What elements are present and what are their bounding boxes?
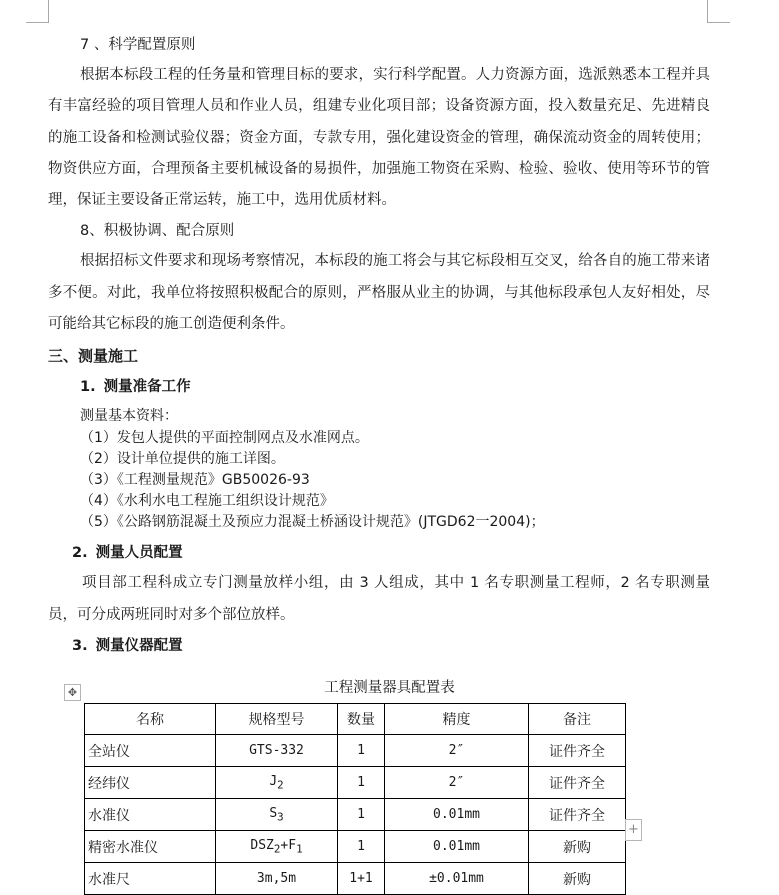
table-row (85, 831, 626, 863)
table-cell-note: 证件齐全 (529, 735, 626, 767)
section-7-paragraph: 根据本标段工程的任务量和管理目标的要求，实行科学配置。人力资源方面，选派熟悉本工程并具有丰富经验的项目管理人员和作业人员，组建专业化项目部；设备资源方面，投入数量充足、先进精良的施工设备和检测试验仪器；资金方面，专款专用，强化建设资金的管理，确保流动资金的周转使用；物资供应方面，合理预备主要机械设备的易损件，加强施工物资在采购、检验、验收、使用等环节的管理，保证主要设备正常运转，施工中，选用优质材料。 (48, 67, 710, 209)
table-cell-qty: 1 (338, 799, 385, 831)
subsection-1-heading (48, 372, 710, 402)
subsection-2-number: 2. (72, 545, 88, 562)
table-cell-precision: 2″ (385, 767, 529, 799)
table-cell-note: 新购 (529, 831, 626, 863)
subsection-3-title: 测量仪器配置 (95, 637, 183, 654)
subsection-3-number: 3. (72, 637, 88, 654)
section-8-paragraph: 根据招标文件要求和现场考察情况，本标段的施工将会与其它标段相互交叉，给各自的施工带来诸多不便。对此，我单位将按照积极配合的原则，严格服从业主的协调，与其他标段承包人友好相处，尽可能给其它标段的施工创造便利条件。 (48, 253, 710, 333)
table-caption: 工程测量器具配置表 (324, 680, 455, 696)
table-cell-model (216, 735, 338, 767)
model-text: J (269, 773, 278, 789)
model-tail-text: +F (280, 837, 297, 853)
table-cell-name: 水准尺 (85, 863, 216, 895)
subsection-2-heading (48, 538, 710, 568)
table-header-cell: 精度 (385, 704, 529, 735)
table-header-cell: 名称 (85, 704, 216, 735)
table-cell-model (216, 831, 338, 863)
model-text: S (269, 805, 278, 821)
survey-material-item-4: （4）《水利水电工程施工组织设计规范》 (80, 492, 334, 509)
table-cell-precision: ±0.01mm (385, 863, 529, 895)
model-text: GTS-332 (249, 743, 304, 758)
table-move-handle-icon[interactable]: ✥ (64, 684, 81, 701)
chapter-3-heading: 三、测量施工 (48, 347, 139, 366)
crop-mark-top-left (26, 0, 49, 23)
table-cell-qty: 1 (338, 831, 385, 863)
table-cell-model (216, 799, 338, 831)
subsection-2-title: 测量人员配置 (95, 545, 183, 562)
model-text: 3m,5m (256, 871, 297, 886)
table-header-cell: 规格型号 (216, 704, 338, 735)
table-cell-name: 精密水准仪 (85, 831, 216, 863)
table-cell-name: 水准仪 (85, 799, 216, 831)
table-row (85, 799, 626, 831)
document-body[interactable] (48, 30, 710, 661)
model-subscript: 2 (277, 778, 284, 792)
model-text: DSZ (250, 837, 274, 853)
survey-material-item-5: （5）《公路钢筋混凝土及预应力混凝土桥涵设计规范》(JTGD62一2004)； (80, 513, 545, 530)
table-header-row (85, 704, 626, 735)
model-tail-subscript: 1 (296, 842, 303, 856)
add-column-handle-icon[interactable]: + (625, 819, 642, 841)
table-cell-name: 全站仪 (85, 735, 216, 767)
table-cell-precision: 0.01mm (385, 831, 529, 863)
table-row (85, 735, 626, 767)
subsection-1-title: 测量准备工作 (103, 379, 191, 396)
table-cell-name: 经纬仪 (85, 767, 216, 799)
table-cell-qty: 1 (338, 767, 385, 799)
table-cell-note: 证件齐全 (529, 767, 626, 799)
table-cell-note: 新购 (529, 863, 626, 895)
section-7-heading: 7 、科学配置原则 (80, 37, 196, 53)
model-subscript: 3 (277, 810, 284, 824)
table-cell-model (216, 767, 338, 799)
survey-material-item-3: （3）《工程测量规范》GB50026-93 (80, 471, 310, 488)
crop-mark-top-right (707, 0, 730, 23)
table-cell-model (216, 863, 338, 895)
table-row (85, 863, 626, 895)
table-cell-note: 证件齐全 (529, 799, 626, 831)
table-cell-qty: 1 (338, 735, 385, 767)
section-8-heading: 8、积极协调、配合原则 (80, 223, 235, 240)
table-header-cell: 数量 (338, 704, 385, 735)
subsection-2-paragraph: 项目部工程科成立专门测量放样小组，由 3 人组成，其中 1 名专职测量工程师，2 名专职测量员，可分成两班同时对多个部位放样。 (48, 575, 710, 623)
survey-material-item-1: （1）发包人提供的平面控制网点及水准网点。 (80, 430, 369, 447)
survey-materials-intro: 测量基本资料： (80, 408, 178, 425)
table-header-cell: 备注 (529, 704, 626, 735)
model-subscript: 2 (273, 842, 281, 856)
table-row (85, 767, 626, 799)
equipment-table[interactable] (84, 703, 626, 895)
subsection-3-heading (48, 631, 710, 661)
table-cell-precision: 2″ (385, 735, 529, 767)
subsection-1-number: 1. (80, 379, 96, 396)
table-cell-precision: 0.01mm (385, 799, 529, 831)
table-cell-qty: 1+1 (338, 863, 385, 895)
survey-material-item-2: （2）设计单位提供的施工详图。 (80, 451, 285, 468)
